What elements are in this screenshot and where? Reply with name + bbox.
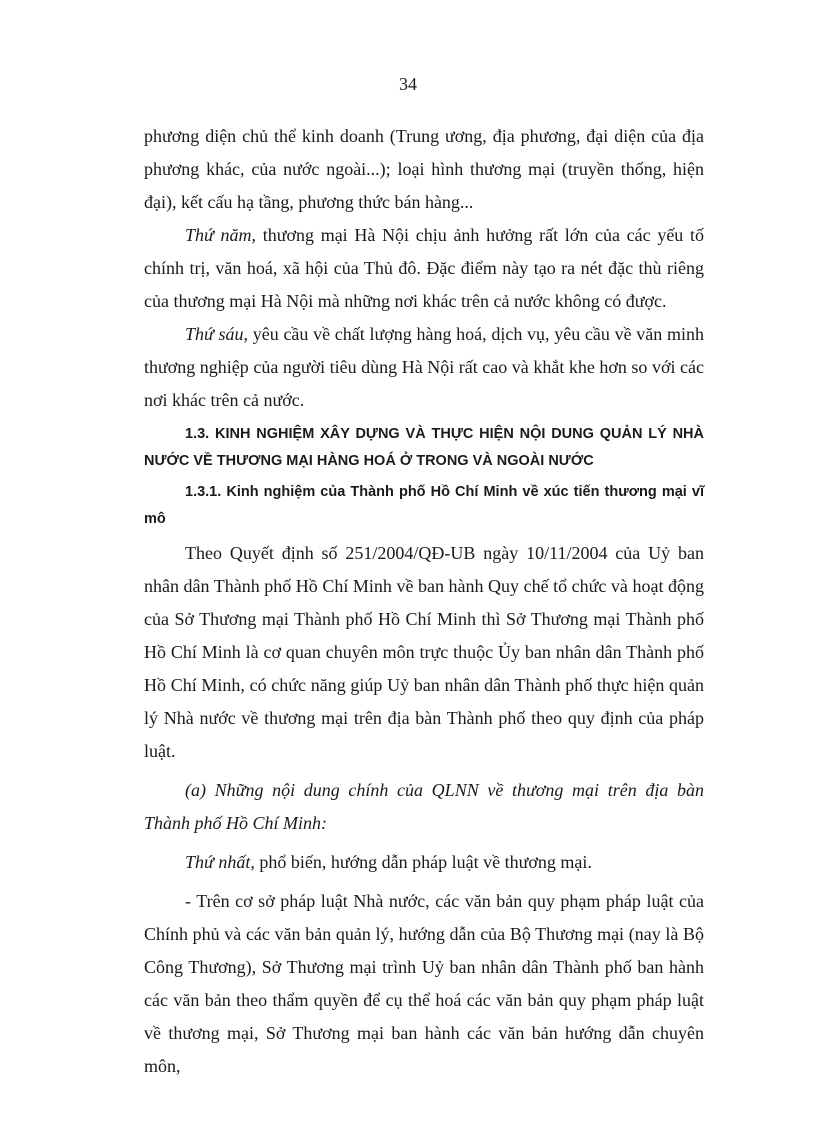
page-number: 34 [399, 74, 417, 94]
paragraph-text: , thương mại Hà Nội chịu ảnh hưởng rất lớn của các yếu tố chính trị, văn hoá, xã hội của Thủ đô. Đặc điểm này tạo ra nét đặc thù riêng của thương mại Hà Nội mà những nơi khác trên cả nước không có được. [144, 225, 705, 311]
paragraph-thu-nhat [144, 846, 704, 879]
paragraph-thu-sau [144, 318, 704, 417]
paragraph-co-so-phap-luat: - Trên cơ sở pháp luật Nhà nước, các văn bản quy phạm pháp luật của Chính phủ và các văn bản quản lý, hướng dẫn của Bộ Thương mại (nay là Bộ Công Thương), Sở Thương mại trình Uỷ ban nhân dân Thành phố ban hành các văn bản theo thẩm quyền để cụ thể hoá các văn bản quy phạm pháp luật về thương mại, Sở Thương mại ban hành các văn bản hướng dẫn chuyên môn, [144, 891, 704, 1076]
paragraph-thu-nam [144, 219, 704, 318]
paragraph-text: yêu cầu về chất lượng hàng hoá, dịch vụ, yêu cầu về văn minh thương nghiệp của người tiêu dùng Hà Nội rất cao và khắt khe hơn so với các nơi khác trên cả nước. [144, 324, 704, 410]
paragraph-noi-dung-chinh: (a) Những nội dung chính của QLNN về thương mại trên địa bàn Thành phố Hồ Chí Minh: [144, 780, 704, 833]
section-heading: 1.3. KINH NGHIỆM XÂY DỰNG VÀ THỰC HIỆN NỘI DUNG QUẢN LÝ NHÀ NƯỚC VỀ THƯƠNG MẠI HÀNG HOÁ Ở TRONG VÀ NGOÀI NƯỚC [144, 426, 704, 469]
paragraph-quyet-dinh: Theo Quyết định số 251/2004/QĐ-UB ngày 10/11/2004 của Uỷ ban nhân dân Thành phố Hồ Chí Minh về ban hành Quy chế tổ chức và hoạt động của Sở Thương mại Thành phố Hồ Chí Minh thì Sở Thương mại Thành phố Hồ Chí Minh là cơ quan chuyên môn trực thuộc Ủy ban nhân dân Thành phố Hồ Chí Minh, có chức năng giúp Uỷ ban nhân dân Thành phố thực hiện quản lý Nhà nước về thương mại trên địa bàn Thành phố theo quy định của pháp luật. [144, 543, 704, 761]
paragraph-lead: Thứ năm [185, 225, 252, 245]
paragraph-text: phổ biến, hướng dẫn pháp luật về thương mại. [254, 852, 592, 872]
paragraph-continuation: phương diện chủ thể kinh doanh (Trung ương, địa phương, đại diện của địa phương khác, của nước ngoài...); loại hình thương mại (truyền thống, hiện đại), kết cấu hạ tầng, phương thức bán hàng... [144, 126, 704, 212]
page-body [144, 120, 704, 1083]
subsection-heading: 1.3.1. Kinh nghiệm của Thành phố Hồ Chí Minh về xúc tiến thương mại vĩ mô [144, 484, 704, 527]
paragraph-lead: Thứ nhất, [185, 852, 255, 872]
paragraph-lead: Thứ sáu, [185, 324, 249, 344]
